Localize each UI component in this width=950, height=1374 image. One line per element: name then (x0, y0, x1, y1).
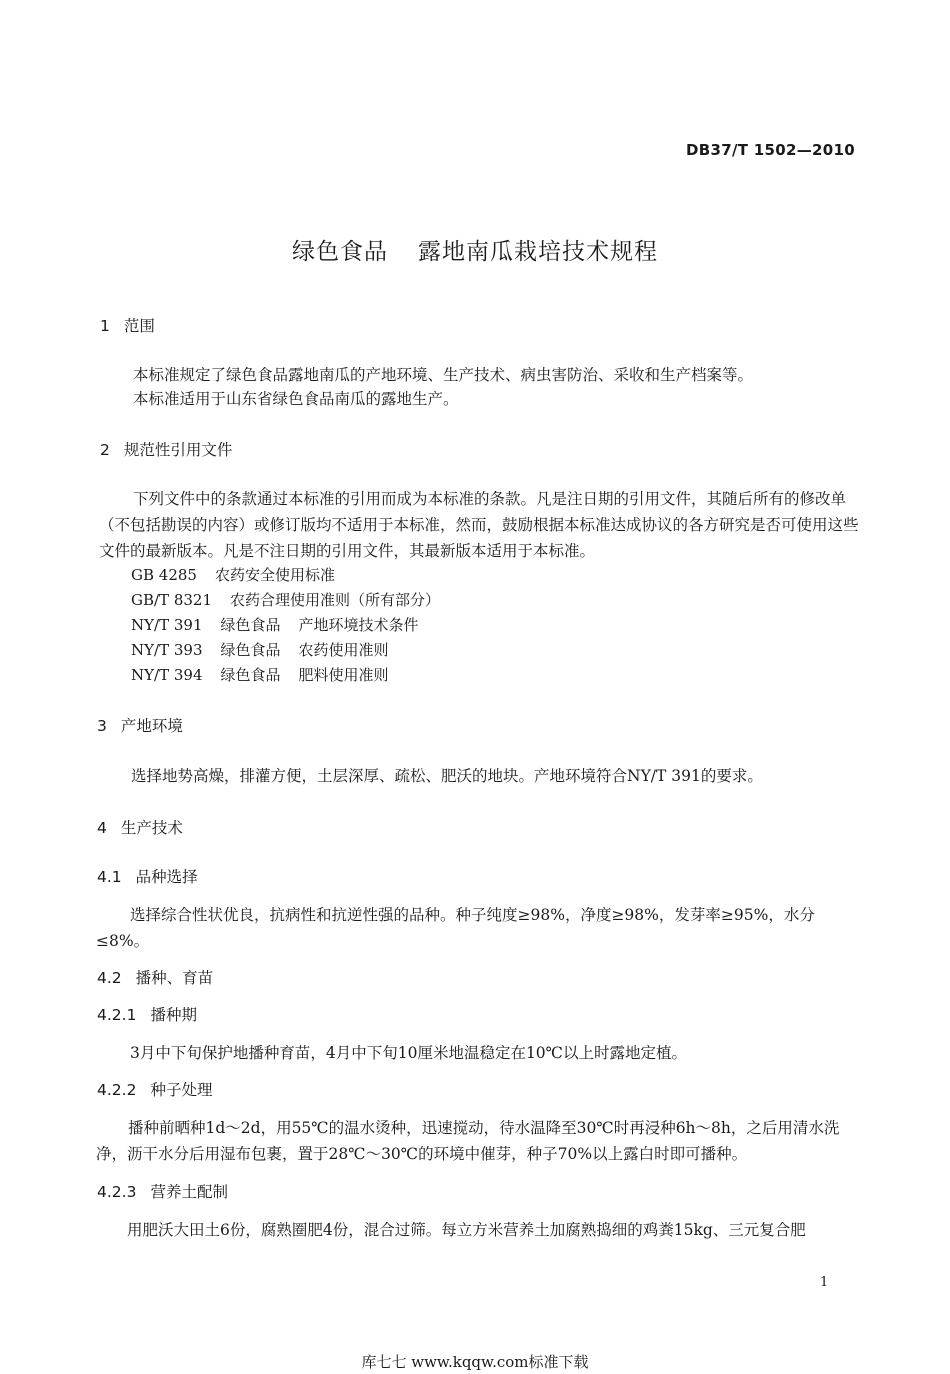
section-2-paragraph: 下列文件中的条款通过本标准的引用而成为本标准的条款。凡是注日期的引用文件，其随后所有的修改单（不包括勘误的内容）或修订版均不适用于本标准，然而，鼓励根据本标准达成协议的各方研究是否可使用这些文件的最新版本。凡是不注日期的引用文件，其最新版本适用于本标准。 (99, 490, 859, 560)
reference-title: 肥料使用准则 (298, 666, 389, 684)
reference-part: 绿色食品 (220, 641, 281, 659)
section-4-2-3-paragraph: 用肥沃大田土6份，腐熟圈肥4份，混合过筛。每立方米营养土加腐熟捣细的鸡粪15kg、三元复合肥 (127, 1221, 806, 1239)
document-title (0, 233, 950, 266)
section-title: 产地环境 (120, 717, 183, 735)
reference-item (131, 564, 335, 585)
section-4-2-3-heading (97, 1180, 228, 1202)
section-number: 4.1 (97, 868, 122, 886)
section-4-heading (97, 816, 183, 838)
reference-part: 绿色食品 (220, 666, 281, 684)
section-number: 3 (97, 717, 107, 735)
section-4-2-1-heading (97, 1003, 197, 1025)
reference-item (131, 589, 440, 610)
section-title: 生产技术 (120, 819, 183, 837)
reference-code: GB 4285 (131, 566, 197, 584)
section-1-paragraph-2: 本标准适用于山东省绿色食品南瓜的露地生产。 (133, 390, 459, 408)
section-4-2-2-paragraph: 播种前晒种1d～2d，用55℃的温水烫种，迅速搅动，待水温降至30℃时再浸种6h～8h，之后用清水洗净，沥干水分后用湿布包裹，置于28℃～30℃的环境中催芽，种子70%以上露白时即可播种。 (96, 1119, 840, 1163)
section-title: 品种选择 (135, 868, 198, 886)
section-number: 4 (97, 819, 107, 837)
section-number: 2 (100, 441, 110, 459)
section-title: 规范性引用文件 (123, 441, 233, 459)
reference-item (131, 664, 389, 685)
section-title: 播种、育苗 (135, 969, 214, 987)
standard-number: DB37/T 1502—2010 (686, 141, 855, 159)
reference-item (131, 639, 389, 660)
reference-part: 绿色食品 (220, 616, 281, 634)
title-part-1: 绿色食品 (292, 239, 388, 265)
reference-title: 农药安全使用标准 (214, 566, 335, 584)
section-title: 营养土配制 (150, 1183, 228, 1201)
reference-title: 农药合理使用准则（所有部分） (230, 591, 441, 609)
section-number: 1 (100, 317, 110, 335)
section-4-1-paragraph: 选择综合性状优良，抗病性和抗逆性强的品种。种子纯度≥98%，净度≥98%，发芽率≥95%，水分≤8%。 (96, 906, 815, 950)
section-3-heading (97, 714, 183, 736)
footer-watermark: 库七七 www.kqqw.com标准下载 (361, 1353, 589, 1371)
title-part-2: 露地南瓜栽培技术规程 (418, 239, 658, 265)
reference-title: 产地环境技术条件 (298, 616, 419, 634)
section-4-2-heading (97, 966, 213, 988)
section-number: 4.2.3 (97, 1183, 137, 1201)
reference-code: GB/T 8321 (131, 591, 213, 609)
section-4-1-heading (97, 865, 198, 887)
reference-title: 农药使用准则 (298, 641, 389, 659)
section-1-heading (100, 314, 155, 336)
reference-code: NY/T 394 (131, 666, 203, 684)
section-title: 播种期 (150, 1006, 197, 1024)
section-1-paragraph-1: 本标准规定了绿色食品露地南瓜的产地环境、生产技术、病虫害防治、采收和生产档案等。 (133, 366, 754, 384)
section-number: 4.2.2 (97, 1081, 137, 1099)
section-title: 种子处理 (150, 1081, 213, 1099)
section-number: 4.2 (97, 969, 122, 987)
reference-code: NY/T 391 (131, 616, 203, 634)
section-title: 范围 (123, 317, 155, 335)
section-3-paragraph: 选择地势高燥，排灌方便，土层深厚、疏松、肥沃的地块。产地环境符合NY/T 391的要求。 (131, 767, 763, 785)
reference-item (131, 614, 419, 635)
page-number: 1 (820, 1275, 829, 1290)
section-2-heading (100, 438, 232, 460)
reference-code: NY/T 393 (131, 641, 203, 659)
section-4-2-1-paragraph: 3月中下旬保护地播种育苗，4月中下旬10厘米地温稳定在10℃以上时露地定植。 (130, 1044, 688, 1062)
section-4-2-2-heading (97, 1078, 212, 1100)
section-number: 4.2.1 (97, 1006, 137, 1024)
